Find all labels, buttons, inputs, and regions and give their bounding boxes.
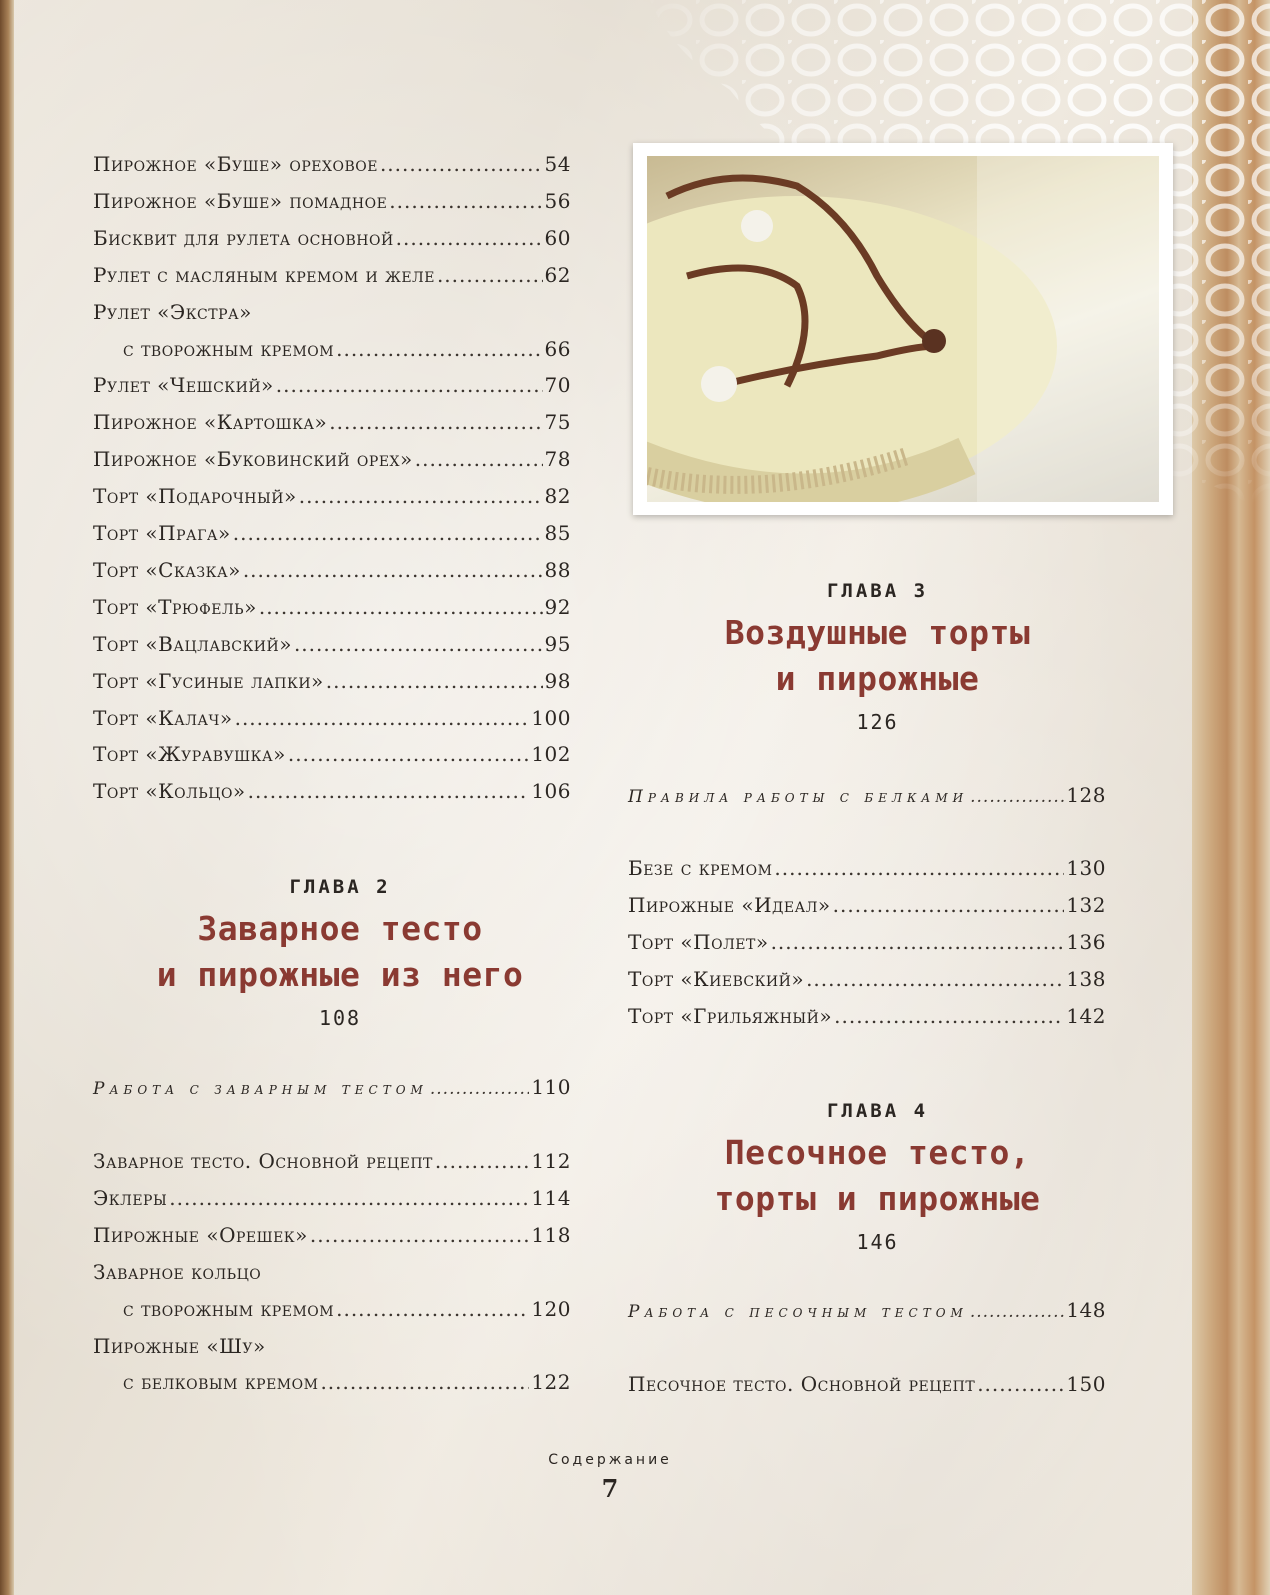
section-page: 110 — [531, 1075, 571, 1099]
section-label: Работа с песочным тестом — [628, 1302, 968, 1322]
toc-entry-page: 132 — [1066, 892, 1106, 917]
leader-dots — [833, 893, 1065, 917]
leader-dots — [329, 410, 542, 434]
leader-dots — [320, 1370, 529, 1394]
toc-entry-label: Торт «Кольцо» — [93, 779, 246, 804]
toc-entry[interactable] — [123, 1370, 571, 1394]
leader-dots — [771, 930, 1065, 954]
toc-entry-page: 78 — [544, 447, 571, 472]
toc-entry-label: Эклеры — [93, 1185, 168, 1210]
toc-entry-page: 75 — [544, 410, 571, 435]
leader-dots — [276, 373, 543, 397]
toc-entry[interactable] — [93, 1149, 571, 1173]
toc-entry-page: 66 — [544, 336, 571, 361]
leader-dots — [977, 1372, 1064, 1396]
chapter-2-page: 108 — [318, 1006, 362, 1030]
toc-entry-label: Торт «Гусиные лапки» — [93, 668, 324, 693]
section-page: 128 — [1066, 783, 1106, 807]
toc-entry-label: Торт «Трюфель» — [93, 594, 257, 619]
toc-entry[interactable] — [628, 930, 1106, 954]
leader-dots — [437, 263, 543, 287]
leader-dots — [243, 558, 543, 582]
toc-entry-label: Пирожное «Буковинский орех» — [93, 447, 413, 472]
toc-entry-page: 54 — [544, 152, 571, 176]
leader-dots — [248, 779, 530, 803]
toc-entry[interactable] — [93, 742, 571, 766]
toc-entry[interactable] — [93, 263, 571, 287]
toc-entry-page: 120 — [531, 1296, 571, 1321]
toc-entry-label: Пирожное «Буше» ореховое — [93, 152, 378, 176]
toc-entry-page: 102 — [531, 742, 571, 767]
toc-entry-page: 130 — [1066, 856, 1106, 880]
toc-entry-page: 112 — [531, 1149, 571, 1173]
toc-entry-page: 92 — [544, 594, 571, 619]
toc-entry-page: 122 — [531, 1370, 571, 1395]
toc-entry[interactable] — [93, 447, 571, 471]
leader-dots — [970, 787, 1064, 807]
toc-entry[interactable] — [93, 300, 571, 324]
toc-entry-page: 98 — [544, 668, 571, 693]
toc-entry-label: Пирожное «Картошка» — [93, 410, 328, 435]
chapter-3-page: 126 — [856, 710, 899, 734]
toc-entry-page: 106 — [531, 779, 571, 804]
toc-entry-page: 136 — [1066, 929, 1106, 954]
toc-entry-label: Заварное тесто. Основной рецепт — [93, 1149, 433, 1173]
chapter-4-title-line-1: Песочное тесто, — [724, 1133, 1031, 1172]
toc-entry[interactable] — [123, 337, 571, 361]
book-spine-edge — [0, 0, 14, 1595]
toc-entry-page: 82 — [544, 484, 571, 509]
toc-entry-page: 56 — [544, 188, 571, 213]
leader-dots — [294, 632, 543, 656]
toc-entry-label: Торт «Прага» — [93, 521, 231, 545]
leader-dots — [396, 226, 543, 250]
toc-entry[interactable] — [93, 484, 571, 508]
toc-entry-label: Торт «Сказка» — [93, 557, 241, 582]
toc-entry[interactable] — [93, 1223, 571, 1247]
leader-dots — [435, 1149, 529, 1173]
chapter-4-section-row[interactable] — [628, 1298, 1106, 1322]
leader-dots — [970, 1302, 1064, 1322]
leader-dots — [235, 706, 530, 730]
toc-entry-label: с белковым кремом — [123, 1370, 319, 1395]
leader-dots — [288, 742, 529, 766]
chapter-4-page: 146 — [856, 1230, 899, 1254]
toc-entry-label: Пирожные «Орешек» — [93, 1222, 308, 1247]
toc-entry[interactable] — [628, 1004, 1106, 1028]
toc-entry[interactable] — [93, 189, 571, 213]
toc-entry-page: 62 — [544, 262, 571, 287]
chapter-3-section-row[interactable] — [628, 783, 1106, 807]
toc-entry[interactable] — [93, 1260, 571, 1284]
toc-entry-page: 85 — [544, 521, 571, 545]
leader-dots — [336, 1297, 529, 1321]
section-page: 148 — [1066, 1298, 1106, 1322]
toc-entry[interactable] — [93, 558, 571, 582]
chapter-2-label: ГЛАВА 2 — [289, 876, 391, 898]
leader-dots — [169, 1186, 529, 1210]
leader-dots — [415, 447, 543, 471]
chapter-3-title-line-1: Воздушные торты — [724, 613, 1031, 652]
toc-entry-label: Торт «Киевский» — [628, 966, 805, 991]
toc-entry[interactable] — [93, 410, 571, 434]
toc-entry[interactable] — [93, 152, 571, 176]
page-number: 7 — [601, 1474, 619, 1503]
toc-entry-label: Торт «Журавушка» — [93, 742, 286, 767]
leader-dots — [380, 152, 543, 176]
toc-entry-page: 100 — [531, 705, 571, 730]
leader-dots — [430, 1079, 529, 1099]
toc-entry[interactable] — [93, 669, 571, 693]
chapter-2-section-row[interactable] — [93, 1075, 571, 1099]
photo-frame — [633, 143, 1173, 515]
toc-entry-label: с творожным кремом — [123, 1296, 335, 1321]
toc-entry-label: Рулет «Чешский» — [93, 373, 274, 398]
toc-entry-label: Рулет «Экстра» — [93, 299, 252, 324]
toc-entry-label: с творожным кремом — [123, 336, 335, 361]
toc-entry-label: Бисквит для рулета основной — [93, 225, 394, 250]
toc-entry-label: Пирожные «Идеал» — [628, 892, 831, 917]
chapter-3-title-line-2: и пирожные — [775, 659, 980, 698]
toc-entry-label: Пирожное «Буше» помадное — [93, 188, 388, 213]
toc-entry-page: 88 — [544, 557, 571, 582]
chapter-4-label: ГЛАВА 4 — [826, 1100, 929, 1122]
leader-dots — [310, 1223, 529, 1247]
leader-dots — [806, 967, 1064, 991]
toc-entry-label: Торт «Грильяжный» — [628, 1003, 833, 1028]
toc-entry-label: Песочное тесто. Основной рецепт — [628, 1372, 976, 1396]
leader-dots — [233, 521, 543, 545]
chapter-2-title-line-2: и пирожные из него — [156, 955, 524, 994]
toc-entry[interactable] — [93, 632, 571, 656]
leader-dots — [259, 595, 543, 619]
toc-entry-label: Торт «Подарочный» — [93, 484, 297, 509]
toc-entry[interactable] — [628, 893, 1106, 917]
toc-entry[interactable] — [93, 521, 571, 545]
leader-dots — [326, 669, 543, 693]
toc-entry-label: Рулет с масляным кремом и желе — [93, 262, 435, 287]
toc-entry-page: 142 — [1066, 1003, 1106, 1028]
cake-photo — [647, 156, 1159, 502]
leader-dots — [389, 189, 542, 213]
toc-entry-label: Пирожные «Шу» — [93, 1333, 266, 1358]
toc-entry[interactable] — [628, 856, 1106, 880]
toc-entry-label: Торт «Вацлавский» — [93, 631, 292, 656]
toc-entry-page: 138 — [1066, 966, 1106, 991]
leader-dots — [336, 337, 542, 361]
cake-photo-icon — [647, 156, 1159, 502]
toc-entry[interactable] — [628, 1372, 1106, 1396]
toc-entry[interactable] — [93, 595, 571, 619]
toc-entry[interactable] — [628, 967, 1106, 991]
toc-entry-page: 150 — [1066, 1372, 1106, 1396]
toc-entry[interactable] — [93, 779, 571, 803]
toc-entry[interactable] — [93, 373, 571, 397]
section-label: Правила работы с белками — [628, 787, 969, 807]
leader-dots — [834, 1004, 1064, 1028]
toc-entry-page: 118 — [531, 1222, 571, 1247]
toc-entry-label: Торт «Полет» — [628, 929, 769, 954]
toc-entry[interactable] — [93, 706, 571, 730]
footer-section-name: Содержание — [548, 1452, 672, 1468]
toc-entry-page: 70 — [544, 373, 571, 398]
leader-dots — [774, 856, 1064, 880]
chapter-4-title-line-2: торты и пирожные — [714, 1179, 1041, 1218]
toc-entry[interactable] — [93, 1334, 571, 1358]
toc-entry-label: Заварное кольцо — [93, 1259, 262, 1284]
toc-entry-label: Торт «Калач» — [93, 705, 233, 730]
toc-entry-label: Безе с кремом — [628, 856, 773, 880]
toc-entry-page: 60 — [544, 225, 571, 250]
toc-entry[interactable] — [123, 1297, 571, 1321]
chapter-2-title-line-1: Заварное тесто — [197, 909, 483, 948]
toc-entry[interactable] — [93, 226, 571, 250]
toc-entry[interactable] — [93, 1186, 571, 1210]
leader-dots — [299, 484, 543, 508]
section-label: Работа с заварным тестом — [93, 1079, 428, 1099]
toc-entry-page: 114 — [531, 1185, 571, 1210]
chapter-3-label: ГЛАВА 3 — [826, 580, 929, 602]
toc-entry-page: 95 — [544, 631, 571, 656]
